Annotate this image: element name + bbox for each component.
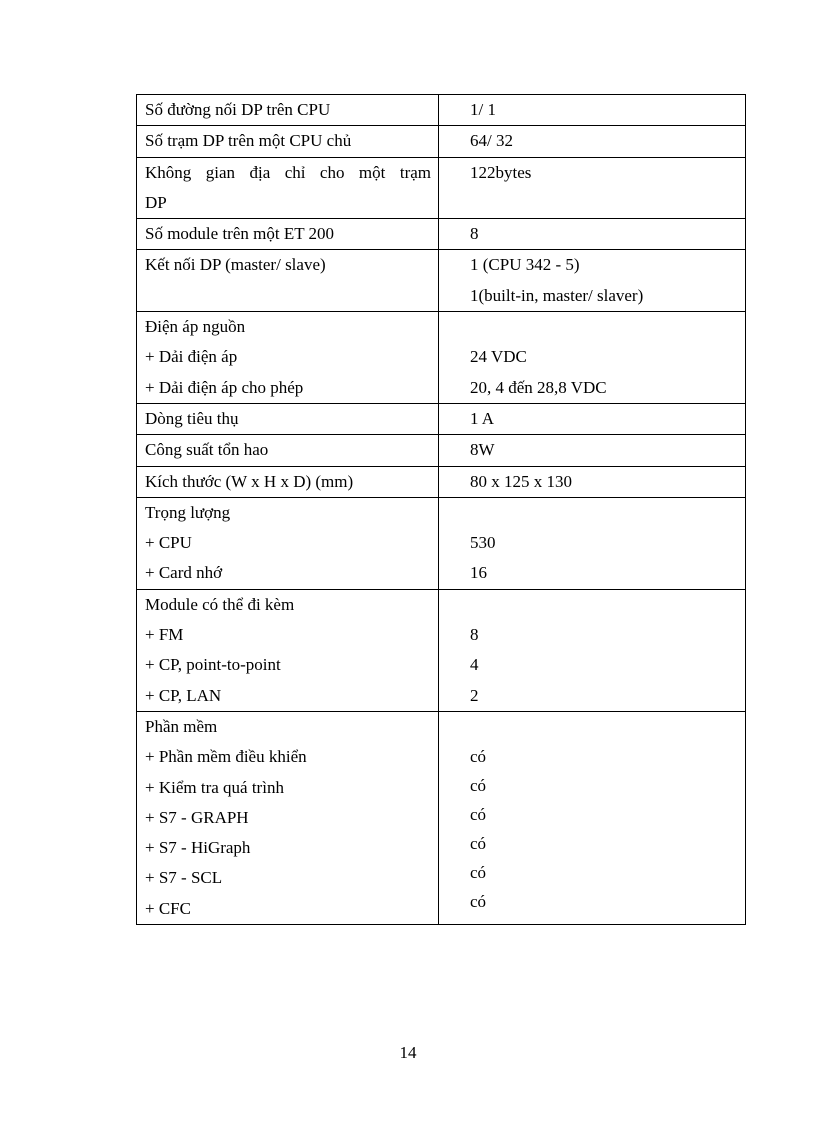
table-row	[137, 312, 746, 404]
value-line: có	[470, 862, 487, 882]
label-line: + CFC	[145, 898, 191, 918]
page-number: 14	[399, 1043, 417, 1062]
label-line: + Phần mềm điều khiển	[145, 747, 307, 767]
row-label	[137, 435, 439, 466]
row-value	[439, 403, 746, 434]
row-value	[439, 312, 746, 404]
label-line: + S7 - GRAPH	[145, 807, 249, 827]
row-label	[137, 157, 439, 219]
label-line: Số trạm DP trên một CPU chủ	[145, 131, 352, 151]
table-row	[137, 95, 746, 126]
value-line: 64/ 32	[470, 131, 513, 151]
row-value	[439, 219, 746, 250]
value-line: 530	[470, 533, 496, 553]
row-label	[137, 589, 439, 711]
table-row	[137, 157, 746, 219]
label-line: + CP, point-to-point	[145, 655, 281, 675]
value-line: có	[470, 746, 487, 766]
label-line: Dòng tiêu thụ	[145, 408, 239, 428]
label-line: + FM	[145, 625, 184, 645]
label-line: + CP, LAN	[145, 685, 222, 705]
row-value	[439, 589, 746, 711]
value-line: 20, 4 đến 28,8 VDC	[470, 377, 607, 397]
row-label	[137, 219, 439, 250]
table-row	[137, 711, 746, 924]
value-spacer	[470, 498, 745, 528]
value-line: 2	[470, 685, 479, 705]
row-value	[439, 95, 746, 126]
value-line: 8W	[470, 440, 495, 460]
value-line: 4	[470, 655, 479, 675]
value-line: 1 (CPU 342 - 5)	[470, 255, 580, 275]
value-spacer	[470, 590, 745, 620]
row-value	[439, 157, 746, 219]
table-row	[137, 466, 746, 497]
value-line: 24 VDC	[470, 347, 527, 367]
row-label	[137, 497, 439, 589]
table-row	[137, 126, 746, 157]
row-value	[439, 435, 746, 466]
spec-table	[136, 94, 746, 925]
label-line: Module có thể đi kèm	[145, 594, 295, 614]
label-line: Phần mềm	[145, 716, 218, 736]
row-label	[137, 403, 439, 434]
row-value	[439, 711, 746, 924]
value-line: 16	[470, 563, 487, 583]
label-line: + S7 - SCL	[145, 868, 223, 888]
table-row	[137, 219, 746, 250]
row-value	[439, 250, 746, 312]
table-row	[137, 435, 746, 466]
row-label	[137, 95, 439, 126]
row-label	[137, 126, 439, 157]
label-line: Không gian địa chỉ cho một trạm	[145, 162, 431, 182]
row-value	[439, 497, 746, 589]
table-row	[137, 589, 746, 711]
label-line: Kết nối DP (master/ slave)	[145, 255, 326, 275]
row-label	[137, 312, 439, 404]
table-row	[137, 497, 746, 589]
value-line: có	[470, 804, 487, 824]
value-line: 80 x 125 x 130	[470, 471, 572, 491]
label-line: Trọng lượng	[145, 502, 231, 522]
label-line: + CPU	[145, 533, 192, 553]
value-line: 122bytes	[470, 162, 532, 182]
label-line: + Dải điện áp	[145, 347, 238, 367]
row-label	[137, 250, 439, 312]
label-line: Điện áp nguồn	[145, 317, 246, 337]
label-line: Số đường nối DP trên CPU	[145, 100, 331, 119]
value-line: có	[470, 891, 487, 911]
label-line: Kích thước (W x H x D) (mm)	[145, 471, 354, 491]
value-line: 1(built-in, master/ slaver)	[470, 285, 644, 305]
value-spacer	[470, 312, 745, 342]
label-line: + Card nhớ	[145, 563, 223, 583]
label-line: Số module trên một ET 200	[145, 224, 335, 244]
label-line: + S7 - HiGraph	[145, 838, 251, 858]
row-label	[137, 711, 439, 924]
row-value	[439, 126, 746, 157]
label-line: + Dải điện áp cho phép	[145, 377, 304, 397]
row-label	[137, 466, 439, 497]
value-line: 1 A	[470, 408, 495, 428]
value-line: 8	[470, 224, 479, 244]
table-row	[137, 250, 746, 312]
value-line: có	[470, 775, 487, 795]
label-line: DP	[145, 192, 167, 212]
label-line: Công suất tổn hao	[145, 440, 269, 460]
value-line: có	[470, 833, 487, 853]
table-row	[137, 403, 746, 434]
label-line: + Kiểm tra quá trình	[145, 777, 284, 797]
row-value	[439, 466, 746, 497]
value-line: 1/ 1	[470, 100, 496, 119]
value-line: 8	[470, 625, 479, 645]
